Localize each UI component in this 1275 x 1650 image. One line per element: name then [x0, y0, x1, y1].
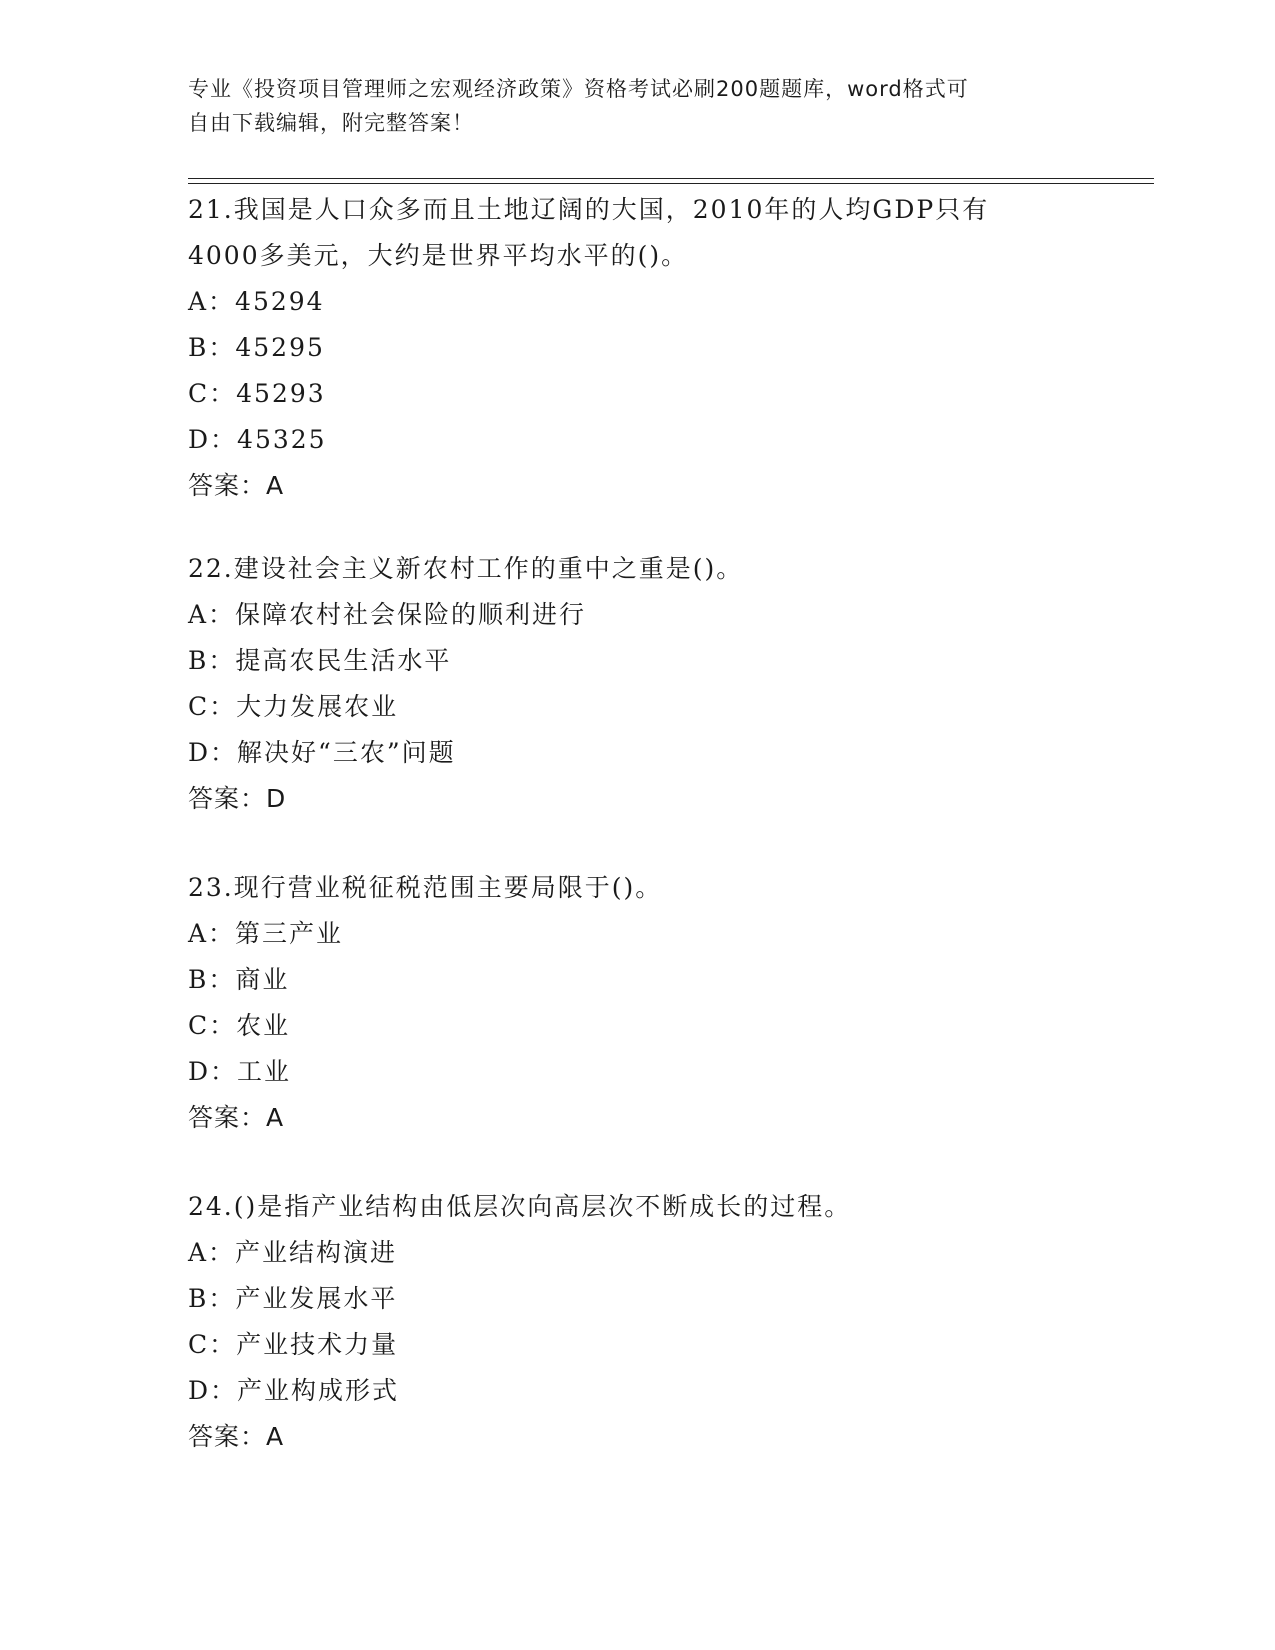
- option-a: A：产业结构演进: [188, 1238, 398, 1267]
- question-stem-line-1: 21.我国是人口众多而且土地辽阔的大国，2010年的人均GDP只有: [188, 195, 990, 224]
- option-b: B：提高农民生活水平: [188, 646, 452, 675]
- option-b: B：产业发展水平: [188, 1284, 398, 1313]
- option-d: D：工业: [188, 1057, 292, 1086]
- question-21: [188, 187, 1088, 509]
- question-22: [188, 546, 1088, 822]
- option-b: B：45295: [188, 333, 325, 362]
- question-stem: 24.()是指产业结构由低层次向高层次不断成长的过程。: [188, 1192, 852, 1221]
- header-divider-top: [188, 178, 1154, 179]
- option-c: C：45293: [188, 379, 326, 408]
- option-a: A：45294: [188, 287, 325, 316]
- answer: 答案：D: [188, 784, 287, 813]
- option-a: A：第三产业: [188, 919, 344, 948]
- option-c: C：产业技术力量: [188, 1330, 399, 1359]
- answer: 答案：A: [188, 1103, 285, 1132]
- answer: 答案：A: [188, 471, 285, 500]
- option-a: A：保障农村社会保险的顺利进行: [188, 600, 587, 629]
- document-header: [188, 72, 1088, 140]
- question-stem: 22.建设社会主义新农村工作的重中之重是()。: [188, 554, 744, 583]
- question-23: [188, 865, 1088, 1141]
- header-line-2: 自由下载编辑，附完整答案！: [188, 111, 474, 135]
- header-divider-bottom: [188, 183, 1154, 184]
- question-stem-line-2: 4000多美元，大约是世界平均水平的()。: [188, 241, 689, 270]
- option-c: C：大力发展农业: [188, 692, 399, 721]
- option-b: B：商业: [188, 965, 290, 994]
- question-24: [188, 1184, 1088, 1460]
- answer: 答案：A: [188, 1422, 285, 1451]
- option-d: D：产业构成形式: [188, 1376, 400, 1405]
- question-stem: 23.现行营业税征税范围主要局限于()。: [188, 873, 663, 902]
- option-c: C：农业: [188, 1011, 291, 1040]
- option-d: D：45325: [188, 425, 327, 454]
- header-line-1: 专业《投资项目管理师之宏观经济政策》资格考试必刷200题题库，word格式可: [188, 77, 969, 101]
- option-d: D：解决好“三农”问题: [188, 738, 456, 767]
